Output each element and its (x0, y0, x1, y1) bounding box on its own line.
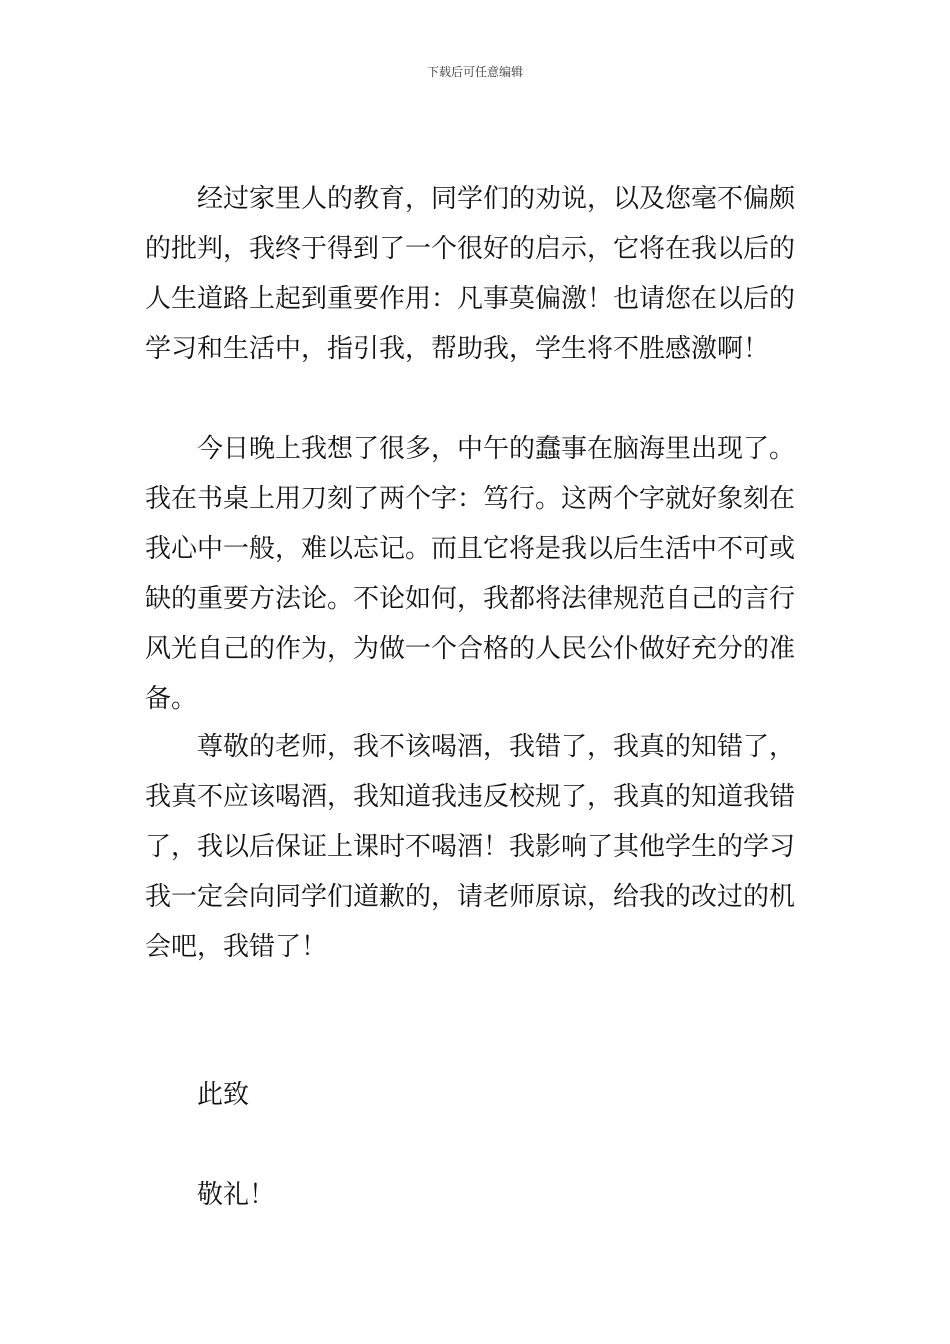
paragraph-line: 人生道路上起到重要作用：凡事莫偏激！也请您在以后的 (145, 284, 796, 314)
paragraph-line: 了，我以后保证上课时不喝酒！我影响了其他学生的学习 (145, 832, 796, 862)
paragraph-2-text (145, 424, 809, 724)
paragraph-line: 的批判，我终于得到了一个很好的启示，它将在我以后的 (145, 234, 796, 264)
paragraph-3 (145, 722, 809, 972)
paragraph-line: 我心中一般，难以忘记。而且它将是我以后生活中不可或 (145, 534, 796, 564)
paragraph-line: 缺的重要方法论。不论如何，我都将法律规范自己的言行 (145, 584, 796, 614)
paragraph-line: 风光自己的作为，为做一个合格的人民公仆做好充分的准 (145, 634, 796, 664)
paragraph-line: 经过家里人的教育，同学们的劝说，以及您毫不偏颇 (197, 184, 796, 214)
paragraph-line: 今日晚上我想了很多，中午的蠢事在脑海里出现了。 (197, 434, 796, 464)
paragraph-line: 我真不应该喝酒，我知道我违反校规了，我真的知道我错 (145, 782, 796, 812)
paragraph-line: 会吧，我错了！ (145, 932, 328, 962)
paragraph-2 (145, 424, 809, 724)
paragraph-line: 尊敬的老师，我不该喝酒，我错了，我真的知错了， (197, 732, 796, 762)
closing-salutation: 此致 (197, 1080, 250, 1110)
paragraph-3-text (145, 722, 809, 972)
paragraph-line: 我在书桌上用刀刻了两个字：笃行。这两个字就好象刻在 (145, 484, 796, 514)
paragraph-line: 学习和生活中，指引我，帮助我，学生将不胜感激啊！ (145, 334, 770, 364)
paragraph-line: 我一定会向同学们道歉的，请老师原谅，给我的改过的机 (145, 882, 796, 912)
paragraph-line: 备。 (145, 684, 198, 714)
page-header-note: 下载后可任意编辑 (426, 65, 523, 79)
closing-regards: 敬礼！ (197, 1180, 276, 1210)
paragraph-1 (145, 174, 809, 374)
paragraph-1-text (145, 174, 809, 374)
